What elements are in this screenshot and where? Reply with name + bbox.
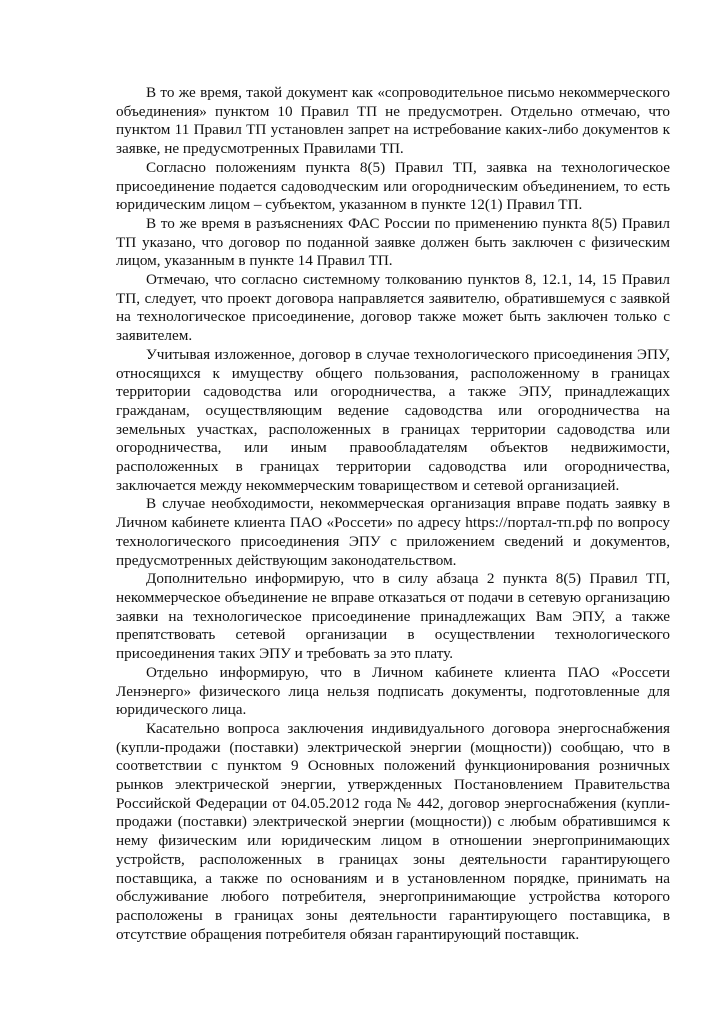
paragraph: Касательно вопроса заключения индивидуального договора энергоснабжения (купли-продажи (поставки) электрической энергии (мощности)) сообщаю, что в соответствии с пунктом 9 Основных положений функционирования розничных рынков электрической энергии, утвержденных Постановлением Правительства Российской Федерации от 04.05.2012 года № 442, договор энергоснабжения (купли-продажи (поставки) электрической энергии (мощности)) с любым обратившимся к нему физическим или юридическим лицом в отношении энергопринимающих устройств, расположенных в границах зоны деятельности гарантирующего поставщика, а также по основаниям и в установленном порядке, принимать на обслуживание любого потребителя, энергопринимающие устройства которого расположены в границах зоны деятельности гарантирующего поставщика, в отсутствие обращения потребителя обязан гарантирующий поставщик. bbox=[116, 719, 670, 943]
paragraph: Согласно положениям пункта 8(5) Правил ТП, заявка на технологическое присоединение подается садоводческим или огородническим объединением, то есть юридическим лицом – субъектом, указанном в пункте 12(1) Правил ТП. bbox=[116, 158, 670, 214]
paragraph: Учитывая изложенное, договор в случае технологического присоединения ЭПУ, относящихся к имуществу общего пользования, расположенному в границах территории садоводства или огородничества, а также ЭПУ, принадлежащих гражданам, осуществляющим ведение садоводства или огородничества на земельных участках, расположенных в границах территории садоводства или огородничества, или иным правообладателям объектов недвижимости, расположенных в границах территории садоводства или огородничества, заключается между некоммерческим товариществом и сетевой организацией. bbox=[116, 345, 670, 494]
paragraph: В то же время в разъяснениях ФАС России по применению пункта 8(5) Правил ТП указано, что договор по поданной заявке должен быть заключен с физическим лицом, указанным в пункте 14 Правил ТП. bbox=[116, 214, 670, 270]
paragraph: Отмечаю, что согласно системному толкованию пунктов 8, 12.1, 14, 15 Правил ТП, следует, что проект договора направляется заявителю, обратившемуся с заявкой на технологическое присоединение, договор также может быть заключен только с заявителем. bbox=[116, 271, 670, 345]
paragraph: Отдельно информирую, что в Личном кабинете клиента ПАО «Россети Ленэнерго» физического лица нельзя подписать документы, подготовленные для юридического лица. bbox=[116, 663, 670, 719]
document-body bbox=[116, 84, 670, 944]
paragraph: В то же время, такой документ как «сопроводительное письмо некоммерческого объединения» пунктом 10 Правил ТП не предусмотрен. Отдельно отмечаю, что пунктом 11 Правил ТП установлен запрет на истребование каких-либо документов к заявке, не предусмотренных Правилами ТП. bbox=[116, 84, 670, 158]
paragraph: Дополнительно информирую, что в силу абзаца 2 пункта 8(5) Правил ТП, некоммерческое объединение не вправе отказаться от подачи в сетевую организацию заявки на технологическое присоединение принадлежащих Вам ЭПУ, а также препятствовать сетевой организации в осуществлении технологического присоединения таких ЭПУ и требовать за это плату. bbox=[116, 570, 670, 663]
paragraph: В случае необходимости, некоммерческая организация вправе подать заявку в Личном кабинете клиента ПАО «Россети» по адресу https://портал-тп.рф по вопросу технологического присоединения ЭПУ с приложением сведений и документов, предусмотренных действующим законодательством. bbox=[116, 495, 670, 569]
